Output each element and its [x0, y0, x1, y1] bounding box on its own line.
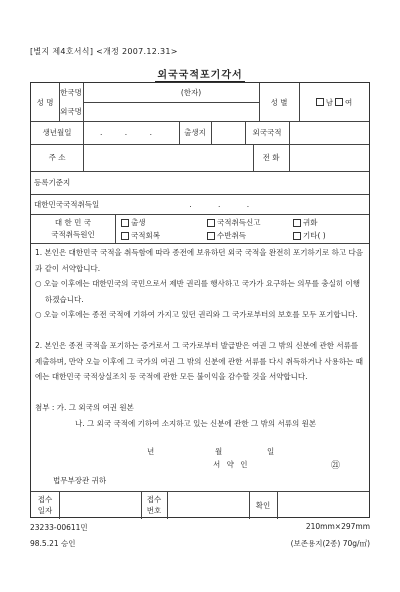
birth-date-input[interactable]: . . . — [100, 128, 162, 137]
statement-1a: ○ 오늘 이후에는 대한민국의 국민으로서 제반 권리를 행사하고 국가가 요구하는 의무를 충실히 이행하겠습니다. — [35, 279, 360, 304]
birth-label: 생년월일 — [42, 128, 72, 137]
reason-other-label: 기타( ) — [303, 231, 326, 240]
foreign-name-input[interactable] — [83, 102, 259, 121]
reason-naturalization-option[interactable] — [293, 217, 318, 228]
reason-label-line2: 국적취득원인 — [51, 229, 95, 239]
gender-female-label: 여 — [345, 97, 353, 107]
hanja-label: (한자) — [180, 88, 202, 97]
phone-label: 전 화 — [262, 153, 280, 162]
receipt-number-line1: 접수 — [146, 495, 162, 504]
reason-restoration-option[interactable] — [121, 230, 160, 241]
gender-options — [299, 83, 369, 121]
receipt-date-label — [31, 491, 59, 519]
registry-label: 등록기준지 — [34, 178, 71, 187]
registry-field[interactable] — [31, 171, 369, 194]
application-form — [30, 82, 370, 518]
gender-male-checkbox[interactable] — [316, 98, 324, 106]
reason-naturalization-checkbox[interactable] — [293, 219, 301, 227]
reason-other-checkbox[interactable] — [293, 232, 301, 240]
receipt-date-input[interactable] — [59, 491, 141, 519]
reason-declaration-option[interactable] — [207, 217, 260, 228]
reason-declaration-label: 국적취득신고 — [217, 218, 261, 227]
attachment-a: 첨부 : 가. 그 외국의 여권 원본 — [35, 403, 134, 412]
korean-name-label: 한국명 — [60, 88, 82, 97]
acquisition-date-label: 대한민국국적취득일 — [34, 199, 100, 209]
approval-date: 98.5.21 승인 — [30, 539, 76, 548]
page-title: 외국국적포기각서 — [157, 70, 243, 81]
birthplace-input[interactable] — [211, 121, 245, 144]
sign-day: 일 — [267, 447, 275, 456]
name-label: 성 명 — [36, 97, 54, 107]
birthplace-label: 출생지 — [184, 128, 206, 137]
sign-month: 월 — [215, 447, 223, 456]
foreign-nationality-input[interactable] — [289, 121, 369, 144]
confirm-label: 확인 — [255, 500, 271, 510]
reason-restoration-checkbox[interactable] — [121, 232, 129, 240]
seal-mark: ㉑ — [331, 461, 341, 471]
reason-declaration-checkbox[interactable] — [207, 219, 215, 227]
statement-2: 2. 본인은 종전 국적을 포기하는 증거로서 그 국가로부터 발급받은 여권 그 밖의 신분에 관한 서류를 제출하며, 만약 오늘 이후에 그 국가의 여권 그 밖의 신분에 관한 서류를 다시 취득하거나 사용하는 때에는 대한민국 국적상실조치 등 국적에 관한 모든 불이익을 감수할 것을 서약합니다. — [35, 341, 363, 381]
reason-birth-label: 출생 — [131, 218, 146, 227]
paper-type: (보존용지(2종) 70g/㎡) — [290, 539, 370, 548]
reason-accompanying-checkbox[interactable] — [207, 232, 215, 240]
receipt-number-label — [141, 491, 167, 519]
receipt-number-input[interactable] — [167, 491, 249, 519]
reason-accompanying-option[interactable] — [207, 230, 246, 241]
foreign-nationality-label: 외국국적 — [252, 128, 282, 137]
reason-label — [31, 214, 115, 243]
gender-female-checkbox[interactable] — [335, 98, 343, 106]
reason-birth-checkbox[interactable] — [121, 219, 129, 227]
receipt-date-line2: 일자 — [37, 506, 53, 515]
sign-year: 년 — [147, 447, 155, 456]
paper-size: 210mm×297mm — [305, 522, 370, 531]
statement-1b: ○ 오늘 이후에는 종전 국적에 기하여 가지고 있던 권리와 그 국가로부터의 보호를 모두 포기합니다. — [35, 310, 358, 319]
korean-name-input[interactable] — [83, 83, 259, 102]
address-label: 주 소 — [48, 153, 66, 162]
acquisition-date-field[interactable] — [31, 194, 369, 214]
reason-naturalization-label: 귀화 — [303, 218, 318, 227]
reason-birth-option[interactable] — [121, 217, 146, 228]
address-input[interactable] — [83, 144, 253, 171]
reason-other-option[interactable] — [293, 230, 326, 241]
phone-input[interactable] — [289, 144, 369, 171]
confirm-input[interactable] — [277, 491, 369, 519]
recipient: 법무부장관 귀하 — [53, 476, 107, 485]
form-code: 23233-00611민 — [30, 523, 88, 532]
signer-label: 서 약 인 — [213, 460, 250, 469]
receipt-number-line2: 번호 — [146, 506, 162, 515]
receipt-date-line1: 접수 — [37, 495, 53, 504]
reason-accompanying-label: 수반취득 — [217, 231, 246, 240]
foreign-name-label: 외국명 — [60, 107, 82, 116]
form-number: [별지 제4호서식] <개정 2007.12.31> — [30, 47, 178, 56]
reason-restoration-label: 국적회복 — [131, 231, 160, 240]
acquisition-date-placeholder: . . . — [189, 199, 262, 209]
reason-label-line1: 대 한 민 국 — [54, 217, 92, 227]
statement-1: 1. 본인은 대한민국 국적을 취득함에 따라 종전에 보유하던 외국 국적을 완전히 포기하기로 하고 다음과 같이 서약합니다. — [35, 248, 363, 273]
attachment-b: 나. 그 외국 국적에 기하여 소지하고 있는 신분에 관한 그 밖의 서류의 원본 — [75, 419, 317, 428]
gender-male-label: 남 — [325, 97, 333, 107]
gender-label: 성 별 — [270, 97, 288, 107]
